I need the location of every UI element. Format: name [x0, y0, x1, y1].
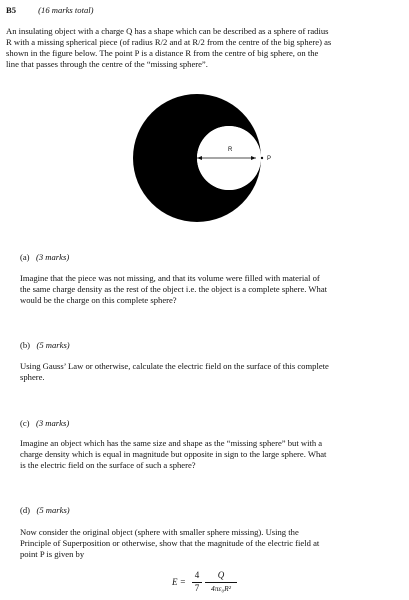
question-total-marks: (16 marks total) [38, 5, 94, 15]
equation-lhs: E = [172, 577, 186, 587]
part-a-line: Imagine that the piece was not missing, and that its volume were filled with material of [20, 273, 320, 283]
part-d-line: point P is given by [20, 549, 85, 559]
part-b-marks: (5 marks) [36, 340, 70, 350]
intro-line: An insulating object with a charge Q has a shape which can be described as a sphere of radius [6, 26, 329, 36]
part-c-label: (c) [20, 418, 30, 428]
radius-label: R [228, 147, 233, 153]
part-c-line: charge density which is equal in magnitude but opposite in sign to the large sphere. What [20, 449, 327, 459]
part-a-line: would be the charge on this complete sphere? [20, 295, 177, 305]
fraction-2-denominator: 4πε₀R² [211, 584, 231, 593]
part-b-line: Using Gauss’ Law or otherwise, calculate the electric field on the surface of this complete [20, 361, 329, 371]
part-c-line: is the electric field on the surface of such a sphere? [20, 460, 196, 470]
point-p-marker [261, 157, 263, 159]
part-b-header [20, 340, 70, 351]
question-number: B5 [6, 5, 17, 15]
part-a-line: the same charge density as the rest of the object i.e. the object is a complete sphere. What [20, 284, 328, 294]
fraction-1-numerator: 4 [194, 570, 200, 580]
part-d-line: Principle of Superposition or otherwise, show that the magnitude of the electric field at [20, 538, 320, 548]
part-d-marks: (5 marks) [36, 505, 70, 515]
point-p-label: P [267, 156, 272, 162]
part-d-header [20, 505, 70, 516]
part-c-header [20, 418, 69, 429]
part-a-marks: (3 marks) [36, 252, 70, 262]
part-c-line: Imagine an object which has the same size and shape as the “missing sphere” but with a [20, 438, 323, 448]
part-d-label: (d) [20, 505, 31, 515]
part-c-marks: (3 marks) [36, 418, 70, 428]
part-d-line: Now consider the original object (sphere with smaller sphere missing). Using the [20, 527, 299, 537]
intro-line: line that passes through the centre of the “missing sphere”. [6, 59, 208, 69]
intro-line: shown in the figure below. The point P is a distance R from the centre of big sphere, on the [6, 48, 319, 58]
fraction-1-denominator: 7 [194, 583, 200, 593]
part-a-header [20, 252, 69, 263]
part-b-label: (b) [20, 340, 31, 350]
part-b-line: sphere. [20, 372, 45, 382]
fraction-2-numerator: Q [217, 570, 225, 580]
intro-line: R with a missing spherical piece (of radius R/2 and at R/2 from the centre of the big sphere) as [6, 37, 332, 47]
part-a-label: (a) [20, 252, 30, 262]
